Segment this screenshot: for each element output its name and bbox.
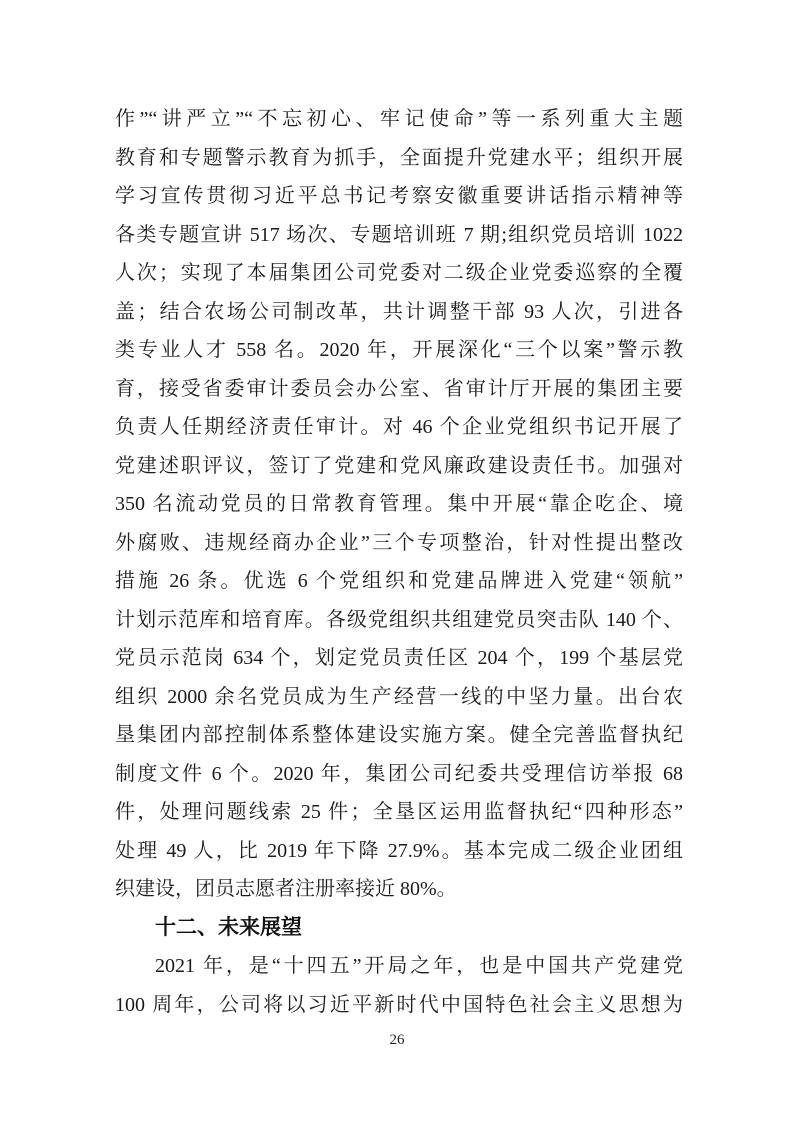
text-line: 织建设，团员志愿者注册率接近 80%。 <box>115 878 457 900</box>
text-line: 措施 26 条。优选 6 个党组织和党建品牌进入党建“领航” <box>115 570 683 592</box>
text-line: 党建述职评议，签订了党建和党风廉政建设责任书。加强对 <box>115 454 683 477</box>
text-line: 350 名流动党员的日常教育管理。集中开展“靠企吃企、境 <box>115 493 683 515</box>
text-line: 党员示范岗 634 个，划定党员责任区 204 个，199 个基层党 <box>115 647 683 669</box>
text-line: 组织 2000 余名党员成为生产经营一线的中坚力量。出台农 <box>115 685 683 708</box>
text-line: 2021 年，是“十四五”开局之年，也是中国共产党建党 <box>155 955 683 977</box>
text-line: 外腐败、违规经商办企业”三个专项整治，针对性提出整改 <box>115 531 683 554</box>
text-line: 作”“讲严立”“不忘初心、牢记使命”等一系列重大主题 <box>115 108 683 130</box>
text-line: 件，处理问题线索 25 件；全垦区运用监督执纪“四种形态” <box>115 801 683 823</box>
page-number: 26 <box>389 1032 405 1048</box>
text-line: 100 周年，公司将以习近平新时代中国特色社会主义思想为 <box>115 993 683 1016</box>
body-paragraph-1 <box>115 100 683 909</box>
text-line: 处理 49 人，比 2019 年下降 27.9%。基本完成二级企业团组 <box>115 839 683 862</box>
page-footer <box>0 1030 794 1050</box>
text-line: 垦集团内部控制体系整体建设实施方案。健全完善监督执纪 <box>115 724 683 746</box>
text-line: 盖；结合农场公司制改革，共计调整干部 93 人次，引进各 <box>115 300 683 323</box>
text-line: 人次；实现了本届集团公司党委对二级企业党委巡察的全覆 <box>115 262 683 284</box>
text-line: 学习宣传贯彻习近平总书记考察安徽重要讲话指示精神等 <box>115 185 683 207</box>
section-heading: 十二、未来展望 <box>155 915 302 939</box>
body-text <box>115 100 683 1024</box>
text-line: 制度文件 6 个。2020 年，集团公司纪委共受理信访举报 68 <box>115 762 683 785</box>
body-paragraph-2 <box>115 947 683 1024</box>
text-line: 计划示范库和培育库。各级党组织共组建党员突击队 140 个、 <box>115 608 683 631</box>
text-line: 各类专题宣讲 517 场次、专题培训班 7 期;组织党员培训 1022 <box>115 223 683 246</box>
text-line: 育，接受省委审计委员会办公室、省审计厅开展的集团主要 <box>115 377 683 400</box>
text-line: 类专业人才 558 名。2020 年，开展深化“三个以案”警示教 <box>115 339 683 361</box>
text-line: 教育和专题警示教育为抓手，全面提升党建水平；组织开展 <box>115 146 683 169</box>
text-line: 负责人任期经济责任审计。对 46 个企业党组织书记开展了 <box>115 416 683 438</box>
